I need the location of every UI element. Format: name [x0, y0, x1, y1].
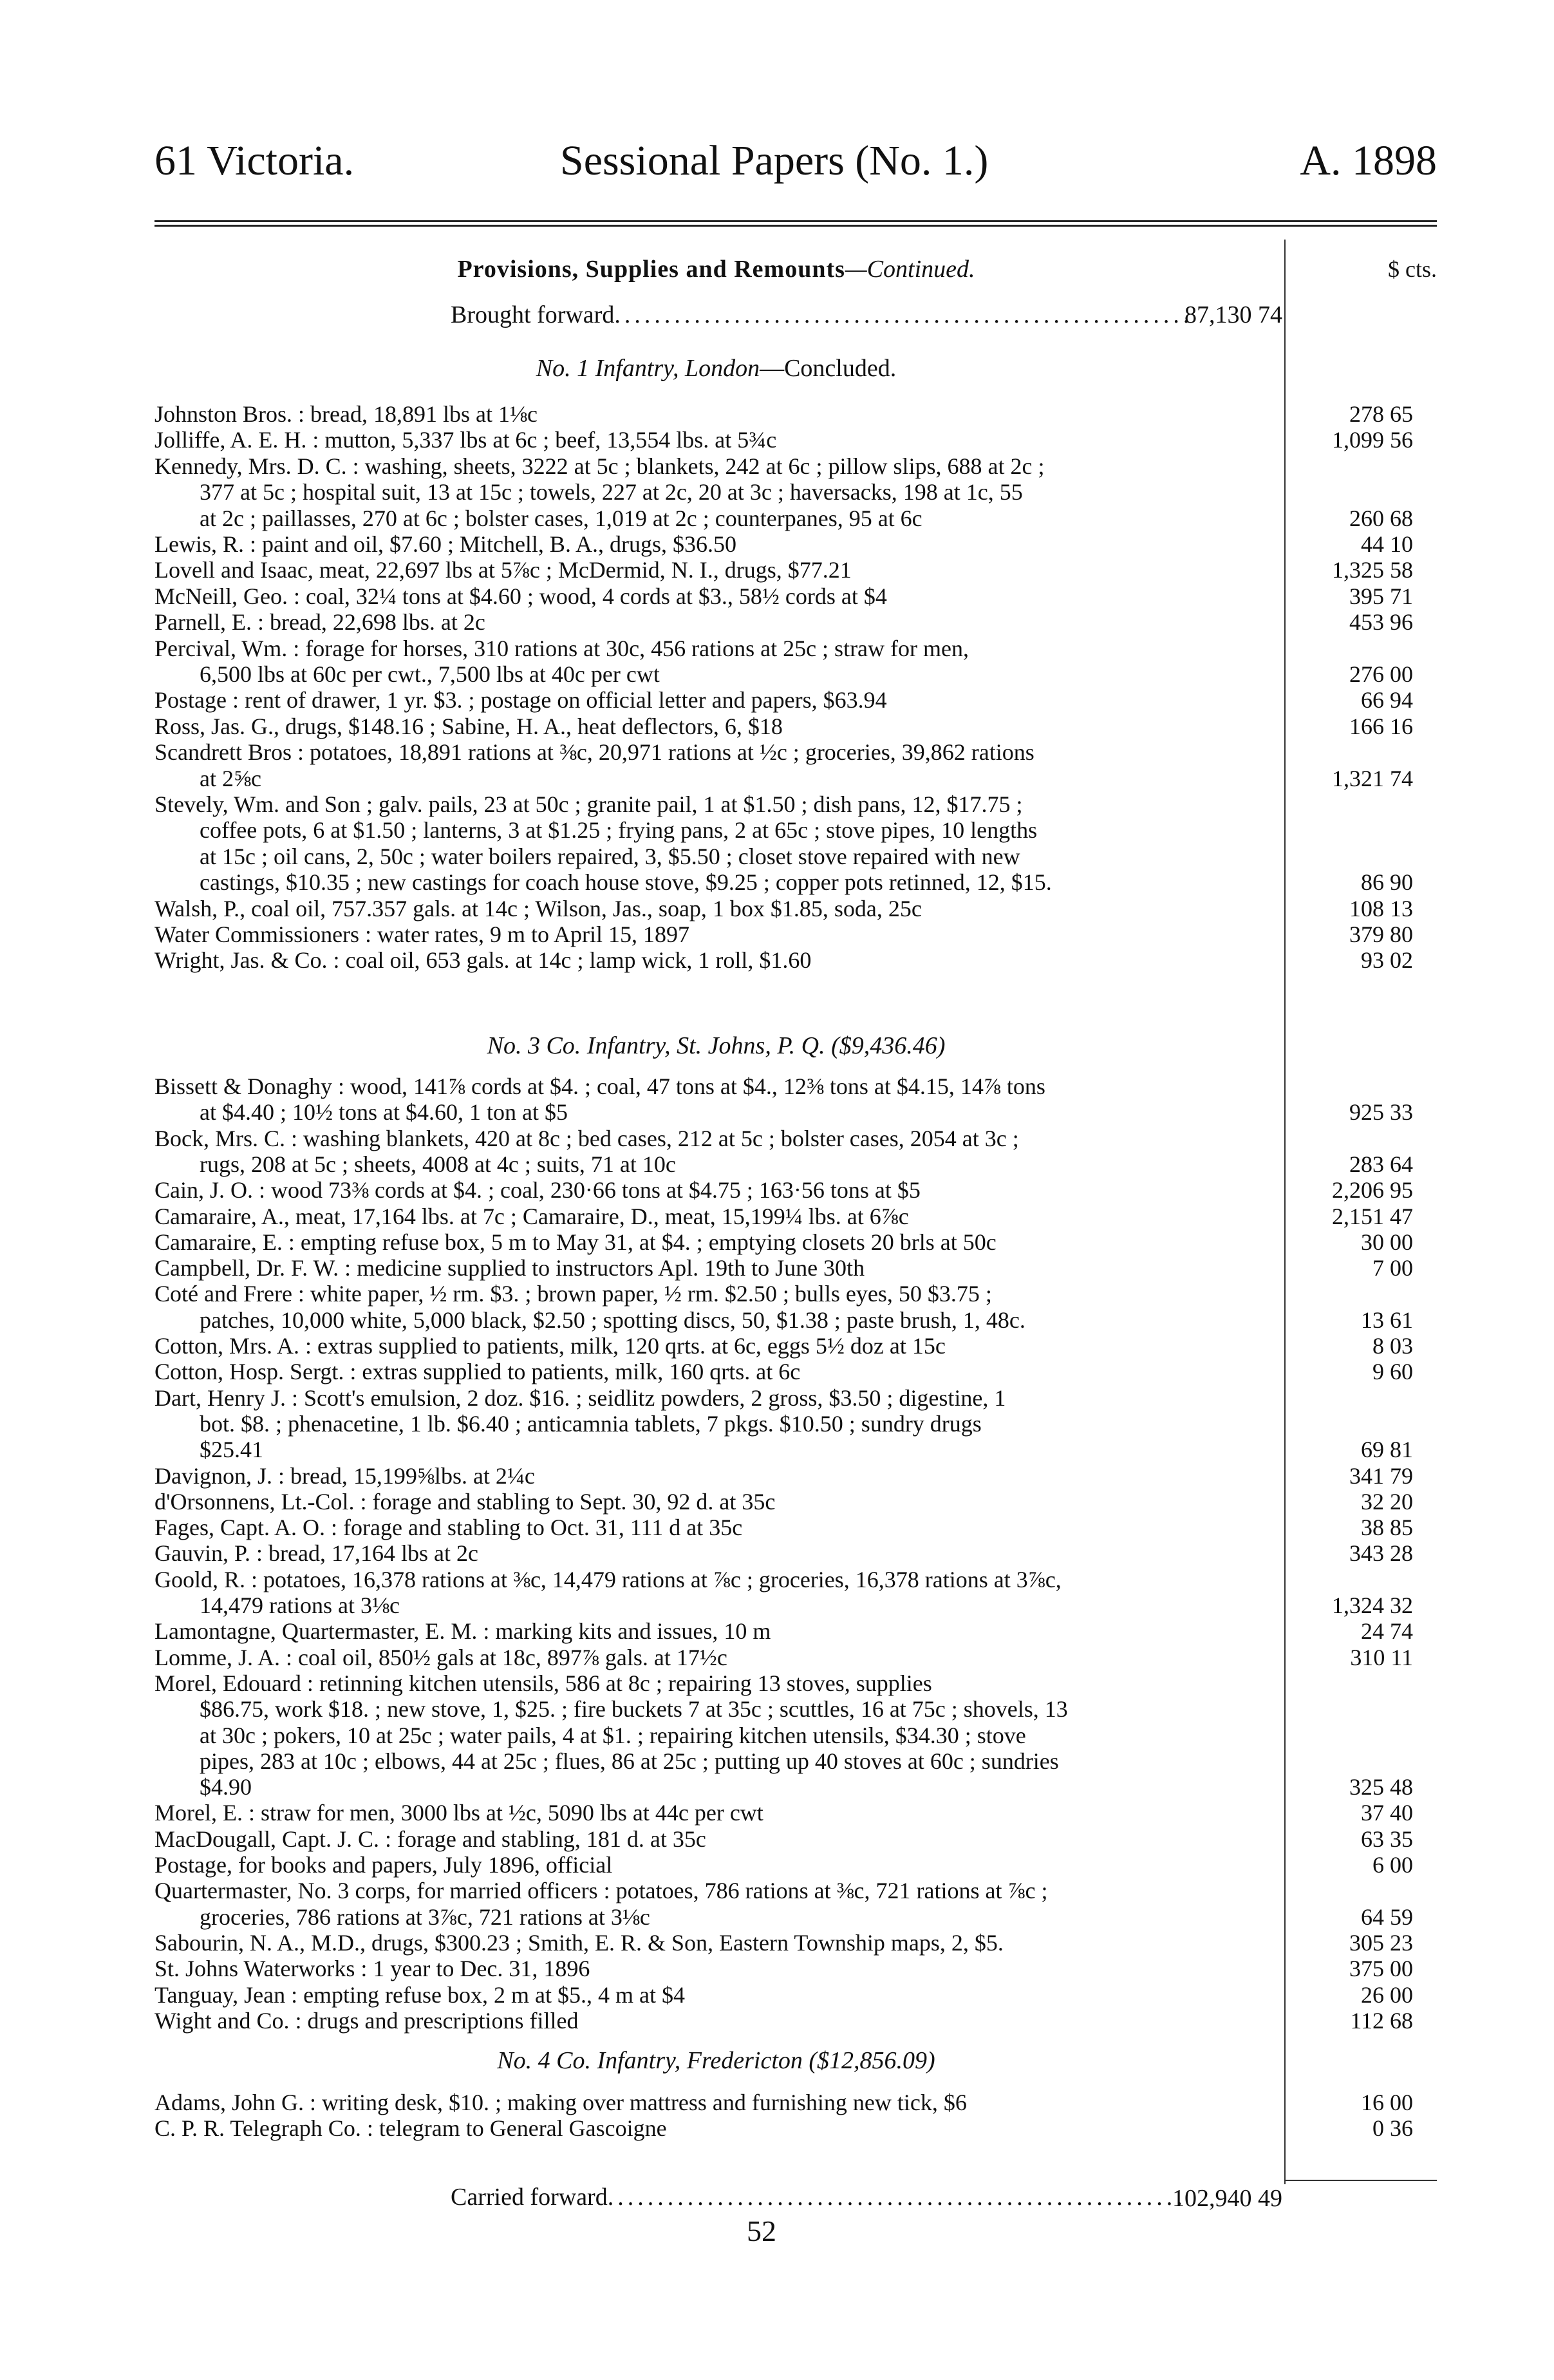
ledger-row	[154, 1904, 1437, 1930]
ledger-row	[154, 531, 1437, 557]
ledger-text: MacDougall, Capt. J. C. : forage and stabling, 181 d. at 35c	[154, 1826, 706, 1852]
ledger-row	[154, 557, 1437, 583]
header-year: A. 1898	[1300, 137, 1437, 184]
ledger-text: at 2⅝c	[200, 765, 261, 791]
ledger-text: Walsh, P., coal oil, 757.357 gals. at 14c ; Wilson, Jas., soap, 1 box $1.85, soda, 25c	[154, 895, 922, 921]
ledger-amount: 44 10	[1361, 531, 1413, 557]
ledger-row	[154, 1696, 1437, 1722]
ledger-text: Cain, J. O. : wood 73⅜ cords at $4. ; coal, 230·66 tons at $4.75 ; 163·56 tons at $5	[154, 1177, 921, 1204]
ledger-amount: 1,099 56	[1332, 427, 1413, 453]
section-title-main: Provisions, Supplies and Remounts	[457, 256, 845, 283]
ledger-text: Cotton, Mrs. A. : extras supplied to patients, milk, 120 qrts. at 6c, eggs 5½ doz at 15c	[154, 1333, 946, 1359]
ledger-text: at 2c ; paillasses, 270 at 6c ; bolster cases, 1,019 at 2c ; counterpanes, 95 at 6c	[200, 505, 922, 531]
ledger-row	[154, 1126, 1437, 1151]
ledger-row	[154, 1852, 1437, 1878]
ledger-text: Camaraire, A., meat, 17,164 lbs. at 7c ; Camaraire, D., meat, 15,199¼ lbs. at 6⅞c	[154, 1203, 909, 1229]
ledger-text: Goold, R. : potatoes, 16,378 rations at ⅜c, 14,479 rations at ⅞c ; groceries, 16,378 rations at 3⅞c,	[154, 1566, 1062, 1592]
ledger-text: Fages, Capt. A. O. : forage and stabling to Oct. 31, 111 d at 35c	[154, 1515, 743, 1541]
ledger-amount: 63 35	[1361, 1826, 1413, 1852]
ledger-text: Wight and Co. : drugs and prescriptions filled	[154, 2007, 579, 2034]
ledger-amount: 66 94	[1361, 687, 1413, 713]
ledger-text: Parnell, E. : bread, 22,698 lbs. at 2c	[154, 609, 485, 636]
ledger-row	[154, 739, 1437, 765]
ledger-amount: 8 03	[1372, 1333, 1413, 1359]
ledger-row	[154, 1229, 1437, 1255]
subsection-1-italic: No. 1 Infantry, London	[536, 355, 760, 382]
ledger-amount: 9 60	[1372, 1359, 1413, 1385]
ledger-row	[154, 1204, 1437, 1229]
ledger-text: Stevely, Wm. and Son ; galv. pails, 23 at 50c ; granite pail, 1 at $1.50 ; dish pans, 12, $17.75 ;	[154, 791, 1023, 817]
ledger-row	[154, 609, 1437, 635]
ledger-row	[154, 1618, 1437, 1644]
ledger-text: Gauvin, P. : bread, 17,164 lbs at 2c	[154, 1540, 478, 1567]
ledger-row	[154, 1489, 1437, 1515]
ledger-row	[154, 1307, 1437, 1333]
ledger-row	[154, 1930, 1437, 1956]
ledger-text: Quartermaster, No. 3 corps, for married officers : potatoes, 786 rations at ⅜c, 721 rations at ⅞c ;	[154, 1878, 1048, 1904]
ledger-amount: 1,321 74	[1332, 765, 1413, 791]
ledger-text: patches, 10,000 white, 5,000 black, $2.50 ; spotting discs, 50, $1.38 ; paste brush, 1, 48c.	[200, 1307, 1025, 1333]
ledger-row	[154, 791, 1437, 817]
ledger-row	[154, 1437, 1437, 1462]
ledger-text: Jolliffe, A. E. H. : mutton, 5,337 lbs at 6c ; beef, 13,554 lbs. at 5¾c	[154, 427, 777, 453]
ledger-row	[154, 1359, 1437, 1384]
ledger-text: Cotton, Hosp. Sergt. : extras supplied to patients, milk, 160 qrts. at 6c	[154, 1359, 801, 1385]
ledger-row	[154, 1411, 1437, 1437]
ledger-amount: 2,206 95	[1332, 1177, 1413, 1204]
ledger-row	[154, 1151, 1437, 1177]
ledger-row	[154, 713, 1437, 739]
ledger-text: Johnston Bros. : bread, 18,891 lbs at 1⅛c	[154, 401, 538, 427]
ledger-row	[154, 427, 1437, 453]
ledger-text: Lamontagne, Quartermaster, E. M. : marking kits and issues, 10 m	[154, 1618, 771, 1645]
ledger-row	[154, 1748, 1437, 1774]
ledger-amount: 379 80	[1349, 921, 1413, 947]
ledger-text: 6,500 lbs at 60c per cwt., 7,500 lbs at 40c per cwt	[200, 661, 660, 687]
ledger-row	[154, 766, 1437, 791]
section-title-continued: —Continued.	[845, 256, 975, 283]
header-title: Sessional Papers (No. 1.)	[560, 137, 989, 184]
ledger-amount: 395 71	[1349, 583, 1413, 609]
ledger-amount: 0 36	[1372, 2115, 1413, 2141]
ledger-amount: 925 33	[1349, 1099, 1413, 1126]
ledger-text: Coté and Frere : white paper, ½ rm. $3. ; brown paper, ½ rm. $2.50 ; bulls eyes, 50 $3.75 ;	[154, 1281, 992, 1307]
carried-forward-amount: 102,940 49	[1172, 2185, 1282, 2212]
ledger-row	[154, 1073, 1437, 1099]
header-rule	[154, 220, 1437, 227]
ledger-row	[154, 505, 1437, 531]
ledger-row	[154, 661, 1437, 687]
ledger-row	[154, 1670, 1437, 1696]
ledger-text: at 30c ; pokers, 10 at 25c ; water pails, 4 at $1. ; repairing kitchen utensils, $34.30 ; stove	[200, 1722, 1026, 1748]
ledger-text: bot. $8. ; phenacetine, 1 lb. $6.40 ; anticamnia tablets, 7 pkgs. $10.50 ; sundry drugs	[200, 1410, 982, 1437]
ledger-text: Lovell and Isaac, meat, 22,697 lbs at 5⅞c ; McDermid, N. I., drugs, $77.21	[154, 557, 852, 583]
ledger-amount: 93 02	[1361, 947, 1413, 974]
ledger-text: Ross, Jas. G., drugs, $148.16 ; Sabine, H. A., heat deflectors, 6, $18	[154, 713, 783, 739]
ledger-amount: 341 79	[1349, 1462, 1413, 1489]
ledger-amount: 283 64	[1349, 1151, 1413, 1177]
ledger-amount: 112 68	[1350, 2007, 1413, 2034]
ledger-amount: 64 59	[1361, 1903, 1413, 1930]
ledger-text: St. Johns Waterworks : 1 year to Dec. 31, 1896	[154, 1956, 590, 1982]
ledger-row	[154, 1333, 1437, 1359]
brought-forward-label: Brought forward..........................................................	[451, 301, 1194, 328]
ledger-amount: 1,324 32	[1332, 1592, 1413, 1618]
ledger-text: Campbell, Dr. F. W. : medicine supplied to instructors Apl. 19th to June 30th	[154, 1255, 865, 1281]
ledger-amount: 69 81	[1361, 1437, 1413, 1463]
ledger-text: groceries, 786 rations at 3⅞c, 721 rations at 3⅛c	[200, 1903, 650, 1930]
ledger-amount: 7 00	[1372, 1255, 1413, 1281]
ledger-amount: 325 48	[1349, 1774, 1413, 1800]
ledger-row	[154, 869, 1437, 895]
ledger-row	[154, 401, 1437, 427]
ledger-amount: 38 85	[1361, 1515, 1413, 1541]
ledger-text: Percival, Wm. : forage for horses, 310 rations at 30c, 456 rations at 25c ; straw for men,	[154, 635, 969, 661]
ledger-row	[154, 636, 1437, 661]
ledger-row	[154, 1515, 1437, 1540]
ledger-amount: 166 16	[1349, 713, 1413, 739]
ledger-amount: 16 00	[1361, 2090, 1413, 2115]
ledger-text: Sabourin, N. A., M.D., drugs, $300.23 ; Smith, E. R. & Son, Eastern Township maps, 2, $5.	[154, 1929, 1004, 1956]
ledger-amount: 26 00	[1361, 1981, 1413, 2008]
ledger-amount: 86 90	[1361, 869, 1413, 896]
ledger-row	[154, 1567, 1437, 1592]
subsection-1-plain: —Concluded.	[760, 355, 897, 382]
ledger-row	[154, 1956, 1437, 1981]
ledger-row	[154, 1723, 1437, 1748]
ledger-text: coffee pots, 6 at $1.50 ; lanterns, 3 at $1.25 ; frying pans, 2 at 65c ; stove pipes, 10 lengths	[200, 817, 1038, 844]
ledger-text: at $4.40 ; 10½ tons at $4.60, 1 ton at $5	[200, 1099, 568, 1126]
ledger-row	[154, 921, 1437, 947]
ledger-amount: 30 00	[1361, 1229, 1413, 1255]
ledger-row	[154, 844, 1437, 869]
ledger-row	[154, 1774, 1437, 1800]
ledger-text: pipes, 283 at 10c ; elbows, 44 at 25c ; flues, 86 at 25c ; putting up 40 stoves at 60c ; sundries	[200, 1748, 1059, 1774]
subsection-2-italic: No. 3 Co. Infantry, St. Johns, P. Q.	[487, 1032, 825, 1059]
ledger-row	[154, 1645, 1437, 1670]
ledger-amount: 2,151 47	[1332, 1203, 1413, 1229]
brought-forward-amount: 87,130 74	[1184, 301, 1282, 328]
ledger-row	[154, 687, 1437, 713]
ledger-row	[154, 1385, 1437, 1411]
ledger-row	[154, 1281, 1437, 1307]
ledger-row	[154, 817, 1437, 843]
ledger-text: Morel, Edouard : retinning kitchen utensils, 586 at 8c ; repairing 13 stoves, supplies	[154, 1670, 932, 1696]
ledger-text: Bissett & Donaghy : wood, 141⅞ cords at $4. ; coal, 47 tons at $4., 12⅜ tons at $4.15, 14⅞ tons	[154, 1073, 1045, 1099]
ledger-row	[154, 1099, 1437, 1125]
currency-header: $ cts.	[1388, 256, 1437, 282]
ledger-text: Dart, Henry J. : Scott's emulsion, 2 doz. $16. ; seidlitz powders, 2 gross, $3.50 ; digestine, 1	[154, 1384, 1006, 1411]
subsection-heading-2	[154, 1032, 1278, 1060]
ledger-amount: 310 11	[1350, 1644, 1413, 1670]
ledger-row	[154, 2115, 1437, 2141]
ledger-row	[154, 896, 1437, 921]
ledger-text: Postage, for books and papers, July 1896, official	[154, 1852, 613, 1878]
page-number: 52	[747, 2215, 776, 2247]
ledger-row	[154, 1592, 1437, 1618]
ledger-row	[154, 453, 1437, 479]
ledger-amount: 13 61	[1361, 1307, 1413, 1333]
subsection-heading-1	[154, 354, 1278, 382]
ledger-row	[154, 1177, 1437, 1203]
ledger-row	[154, 1463, 1437, 1489]
ledger-text: Bock, Mrs. C. : washing blankets, 420 at 8c ; bed cases, 212 at 5c ; bolster cases, 2054 at 3c ;	[154, 1125, 1019, 1151]
ledger-row	[154, 1826, 1437, 1852]
ledger-amount: 6 00	[1372, 1852, 1413, 1878]
ledger-text: Postage : rent of drawer, 1 yr. $3. ; postage on official letter and papers, $63.94	[154, 687, 887, 713]
ledger-amount: 375 00	[1349, 1956, 1413, 1982]
ledger-text: 14,479 rations at 3⅛c	[200, 1592, 400, 1618]
running-header	[154, 135, 1437, 193]
ledger-text: $4.90	[200, 1774, 252, 1800]
ledger-amount: 24 74	[1361, 1618, 1413, 1645]
ledger-text: 377 at 5c ; hospital suit, 13 at 15c ; towels, 227 at 2c, 20 at 3c ; haversacks, 198 at 1c, 55	[200, 479, 1023, 505]
ledger-text: Kennedy, Mrs. D. C. : washing, sheets, 3222 at 5c ; blankets, 242 at 6c ; pillow slips, 688 at 2c ;	[154, 453, 1045, 479]
ledger-row	[154, 479, 1437, 505]
ledger-row	[154, 583, 1437, 609]
ledger-text: castings, $10.35 ; new castings for coach house stove, $9.25 ; copper pots retinned, 12, $15.	[200, 869, 1052, 896]
ledger-text: C. P. R. Telegraph Co. : telegram to General Gascoigne	[154, 2115, 667, 2141]
ledger-amount: 453 96	[1349, 609, 1413, 636]
subsection-heading-3	[154, 2046, 1278, 2075]
ledger-text: Camaraire, E. : empting refuse box, 5 m to May 31, at $4. ; emptying closets 20 brls at 50c	[154, 1229, 997, 1255]
header-volume: 61 Victoria.	[154, 137, 355, 184]
ledger-text: Water Commissioners : water rates, 9 m to April 15, 1897	[154, 921, 689, 947]
ledger-text: rugs, 208 at 5c ; sheets, 4008 at 4c ; suits, 71 at 10c	[200, 1151, 676, 1177]
ledger-text: Scandrett Bros : potatoes, 18,891 rations at ⅜c, 20,971 rations at ½c ; groceries, 39,862 rations	[154, 739, 1034, 766]
ledger-text: Davignon, J. : bread, 15,199⅝lbs. at 2¼c	[154, 1462, 535, 1489]
ledger-amount: 305 23	[1349, 1929, 1413, 1956]
ledger-row	[154, 1255, 1437, 1281]
subsection-3-italic: No. 4 Co. Infantry, Fredericton ($12,856.09)	[497, 2047, 935, 2074]
ledger-amount: 278 65	[1349, 401, 1413, 427]
ledger-text: Lewis, R. : paint and oil, $7.60 ; Mitchell, B. A., drugs, $36.50	[154, 531, 736, 557]
ledger-row	[154, 1800, 1437, 1826]
ledger-text: at 15c ; oil cans, 2, 50c ; water boilers repaired, 3, $5.50 ; closet stove repaired with new	[200, 843, 1020, 869]
ledger-text: Lomme, J. A. : coal oil, 850½ gals at 18c, 897⅞ gals. at 17½c	[154, 1644, 727, 1670]
currency-header-row	[154, 256, 1437, 282]
ledger-amount: 32 20	[1361, 1488, 1413, 1515]
ledger-text: $86.75, work $18. ; new stove, 1, $25. ; fire buckets 7 at 35c ; scuttles, 16 at 75c ; shovels, 13	[200, 1696, 1068, 1723]
carried-forward-label: Carried forward..........................................................	[451, 2184, 1186, 2211]
carried-forward-rule	[1284, 2180, 1437, 2181]
ledger-amount: 276 00	[1349, 661, 1413, 687]
ledger-text: Adams, John G. : writing desk, $10. ; making over mattress and furnishing new tick, $6	[154, 2090, 967, 2115]
ledger-row	[154, 1982, 1437, 2008]
ledger-row	[154, 1540, 1437, 1566]
ledger-amount: 260 68	[1349, 505, 1413, 531]
ledger-row	[154, 2090, 1437, 2115]
ledger-amount: 343 28	[1349, 1540, 1413, 1567]
ledger-amount: 1,325 58	[1332, 557, 1413, 583]
ledger-text: Tanguay, Jean : empting refuse box, 2 m at $5., 4 m at $4	[154, 1981, 685, 2008]
ledger-text: McNeill, Geo. : coal, 32¼ tons at $4.60 ; wood, 4 cords at $3., 58½ cords at $4	[154, 583, 887, 609]
subsection-2-amount: ($9,436.46)	[831, 1032, 946, 1059]
ledger-text: Wright, Jas. & Co. : coal oil, 653 gals. at 14c ; lamp wick, 1 roll, $1.60	[154, 947, 812, 974]
ledger-row	[154, 947, 1437, 973]
ledger-amount: 108 13	[1349, 895, 1413, 921]
ledger-text: $25.41	[200, 1437, 263, 1463]
ledger-text: d'Orsonnens, Lt.-Col. : forage and stabling to Sept. 30, 92 d. at 35c	[154, 1488, 776, 1515]
ledger-amount: 37 40	[1361, 1800, 1413, 1826]
ledger-row	[154, 2008, 1437, 2034]
ledger-row	[154, 1878, 1437, 1903]
ledger-text: Morel, E. : straw for men, 3000 lbs at ½c, 5090 lbs at 44c per cwt	[154, 1800, 763, 1826]
